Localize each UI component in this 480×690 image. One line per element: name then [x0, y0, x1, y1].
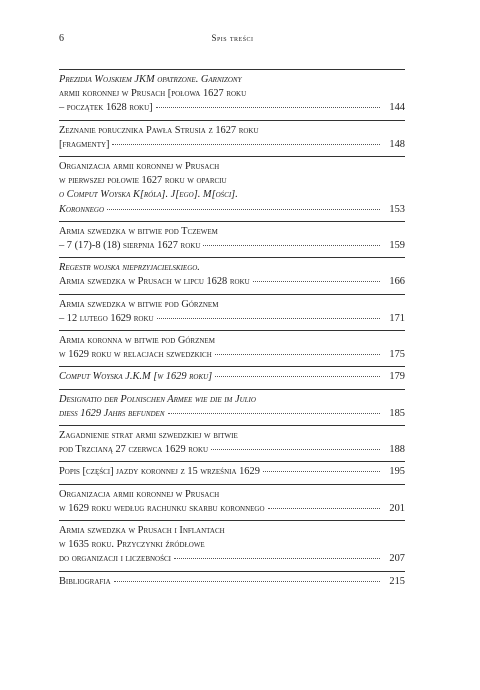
toc-page-number: 171	[389, 312, 405, 324]
dot-leader	[253, 280, 380, 282]
toc-entry-line: [fragmenty]	[59, 138, 110, 150]
toc-entry-line: Armia szwedzka w Prusach i Inflantach	[59, 525, 225, 537]
toc-page-number: 153	[389, 203, 405, 215]
toc-page-number: 201	[389, 502, 405, 514]
toc-entry-line: Armia szwedzka w bitwie pod Tczewem	[59, 225, 218, 237]
toc-entry-line: do organizacji i liczebności	[59, 553, 172, 565]
toc-entry-line: Organizacja armii koronnej w Prusach	[59, 161, 220, 173]
toc-entry-line: Armia koronna w bitwie pod Górznem	[59, 335, 215, 347]
toc-entry[interactable]	[59, 429, 405, 457]
entry-separator	[59, 366, 405, 367]
toc-entry-line: Comput Woyska J.K.M [w 1629 roku]	[59, 371, 213, 383]
toc-page-number: 159	[389, 240, 405, 252]
toc-entry-line: Designatio der Polnischen Armee wie die im Julio	[59, 393, 256, 405]
toc-entry-line: w 1629 roku w relacjach szwedzkich	[59, 349, 212, 361]
toc-entry-line: – 7 (17)-8 (18) sierpnia 1627 roku	[59, 240, 201, 252]
dot-leader	[215, 375, 380, 377]
entry-separator	[59, 221, 405, 222]
entry-separator	[59, 425, 405, 426]
entry-separator	[59, 330, 405, 331]
toc-entry-line: Organizacja armii koronnej w Prusach	[59, 488, 220, 500]
toc-entry[interactable]	[59, 261, 405, 289]
dot-leader	[107, 208, 380, 210]
dot-leader	[215, 353, 380, 355]
toc-entry-line: – 12 lutego 1629 roku	[59, 312, 154, 324]
entry-separator	[59, 389, 405, 390]
dot-leader	[263, 470, 380, 472]
dot-leader	[157, 317, 380, 319]
toc-page-number: 144	[389, 102, 405, 114]
entry-separator	[59, 484, 405, 485]
toc-entry[interactable]	[59, 73, 405, 116]
toc-entry-line: w 1635 roku. Przyczynki źródłowe	[59, 539, 205, 551]
toc-page-number: 185	[389, 407, 405, 419]
toc-entry[interactable]	[59, 298, 405, 326]
toc-page-number: 207	[389, 553, 405, 565]
toc-entry-line: Zeznanie porucznika Pawła Strusia z 1627 roku	[59, 124, 259, 136]
entry-separator	[59, 156, 405, 157]
entry-separator	[59, 520, 405, 521]
toc-entry-line: Prezidia Wojskiem JKM opatrzone. Garnizony	[59, 74, 242, 85]
toc-page-number: 179	[389, 371, 405, 383]
toc-entry[interactable]	[59, 334, 405, 362]
toc-entry[interactable]	[59, 575, 405, 589]
toc-entry-line: Popis [części] jazdy koronnej z 15 września 1629	[59, 466, 260, 478]
toc-entry-line: Bibliografia	[59, 575, 111, 587]
toc-entry-line: o Comput Woyska K[róla]. J[ego]. M[ości].	[59, 189, 238, 201]
toc-entry[interactable]	[59, 124, 405, 152]
toc-entry-line: w 1629 roku według rachunku skarbu koronnego	[59, 502, 265, 514]
toc-entry[interactable]	[59, 160, 405, 217]
toc-entry-line: Armia szwedzka w Prusach w lipcu 1628 roku	[59, 276, 250, 288]
page-header	[59, 33, 406, 47]
toc-page-number: 195	[389, 466, 405, 478]
toc-entry-line: Koronnego	[59, 203, 105, 215]
entry-separator	[59, 120, 405, 121]
toc-entry[interactable]	[59, 524, 405, 567]
toc-entry[interactable]	[59, 370, 405, 384]
toc-entry[interactable]	[59, 393, 405, 421]
toc-entry-line: Regestr wojska nieprzyjacielskiego.	[59, 262, 200, 274]
toc-entry-line: pod Trzcianą 27 czerwca 1629 roku	[59, 444, 209, 456]
toc-page-number: 175	[389, 349, 405, 361]
entry-separator	[59, 294, 405, 295]
entry-separator	[59, 257, 405, 258]
page-number: 6	[59, 33, 64, 44]
toc-entry-line: diess 1629 Jahrs befunden	[59, 407, 165, 419]
toc-entry-line: Zagadnienie strat armii szwedzkiej w bitwie	[59, 430, 238, 442]
toc-entry-line: w pierwszej połowie 1627 roku w oparciu	[59, 175, 227, 187]
toc-entry[interactable]	[59, 465, 405, 479]
dot-leader	[114, 580, 380, 582]
running-head: Spis treści	[211, 33, 254, 43]
toc-page-number: 188	[389, 444, 405, 456]
toc-entry[interactable]	[59, 488, 405, 516]
toc-page-number: 166	[389, 276, 405, 288]
toc-entry-line: Armia szwedzka w bitwie pod Górznem	[59, 298, 219, 310]
entry-separator	[59, 571, 405, 572]
toc-entry[interactable]	[59, 225, 405, 253]
dot-leader	[156, 106, 380, 108]
dot-leader	[211, 448, 380, 450]
entry-separator	[59, 69, 405, 70]
dot-leader	[168, 412, 380, 414]
toc-entry-line: armii koronnej w Prusach [połowa 1627 roku	[59, 88, 247, 100]
dot-leader	[174, 557, 380, 559]
entry-separator	[59, 461, 405, 462]
toc-page-number: 148	[389, 138, 405, 150]
dot-leader	[203, 244, 380, 246]
dot-leader	[268, 507, 380, 509]
toc-entry-line: – początek 1628 roku]	[59, 102, 153, 114]
table-of-contents	[59, 65, 405, 589]
toc-page-number: 215	[389, 575, 405, 587]
dot-leader	[112, 143, 380, 145]
